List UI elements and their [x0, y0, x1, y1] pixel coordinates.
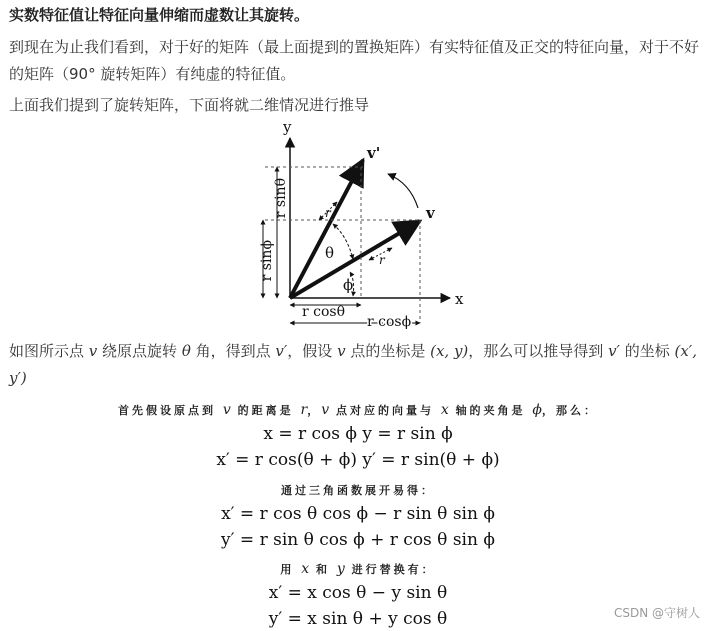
math-xy: (x, y) — [430, 342, 469, 360]
note-expansion: 通过三角函数展开易得： — [281, 484, 435, 497]
math-xy-prime: (x′, y′) — [9, 342, 697, 387]
math-v-prime: v′ — [275, 342, 288, 360]
equation-5: x′ = x cos θ − y sin θ — [268, 583, 448, 603]
r-sin-theta-label: r sinθ — [273, 178, 289, 219]
text-span: 绕原点旋转 — [97, 342, 182, 360]
vector-v-label: v — [426, 204, 435, 222]
equation-6: y′ = x sin θ + y cos θ — [268, 609, 448, 629]
equation-4: y′ = r sin θ cos ϕ + r cos θ sin ϕ — [221, 530, 495, 550]
note-assumption: 首先假设原点到 v 的距离是 r，v 点对应的向量与 x 轴的夹角是 ϕ，那么： — [118, 402, 598, 418]
y-axis-label: y — [283, 118, 292, 136]
note-substitution: 用 x 和 y 进行替换有： — [280, 561, 436, 577]
r-label-upper: r — [325, 206, 331, 220]
math-theta: θ — [181, 342, 191, 360]
math-v: v — [337, 342, 346, 360]
text-span: 如图所示点 — [9, 342, 89, 360]
phi-label: ϕ — [343, 276, 354, 294]
paragraph-intro: 到现在为止我们看到，对于好的矩阵（最上面提到的置换矩阵）有实特征值及正交的特征向量，对于不好的矩阵（90° 旋转矩阵）有纯虚的特征值。 — [9, 38, 700, 83]
text-span: ，假设 — [287, 342, 338, 360]
vector-v-prime-label: v' — [367, 144, 381, 162]
math-v-prime: v′ — [608, 342, 620, 360]
equation-3: x′ = r cos θ cos ϕ − r sin θ sin ϕ — [221, 504, 495, 524]
math-v: v — [88, 342, 98, 360]
equation-1: x = r cos ϕ y = r sin ϕ — [263, 424, 453, 444]
theta-label: θ — [325, 244, 335, 262]
rotation-figure — [255, 118, 470, 332]
theta-arc — [333, 224, 353, 259]
x-axis-label: x — [455, 290, 464, 308]
text-span: 角，得到点 — [190, 342, 276, 360]
watermark: CSDN @守树人 — [613, 606, 700, 620]
equation-2: x′ = r cos(θ + ϕ) y′ = r sin(θ + ϕ) — [216, 450, 500, 470]
paragraph-derivation-intro: 上面我们提到了旋转矩阵，下面将就二维情况进行推导 — [9, 96, 370, 114]
text-span: 的坐标 — [619, 342, 675, 360]
rotation-arrow — [388, 174, 418, 208]
r-label-lower: r — [379, 253, 385, 267]
r-cos-theta-label: r cosθ — [302, 304, 346, 320]
r-cos-phi-label: r cosϕ — [367, 314, 412, 330]
r-sin-phi-label: r sinϕ — [259, 240, 275, 282]
paragraph-rotation — [9, 338, 709, 392]
text-span: ，那么可以推导得到 — [468, 342, 609, 360]
text-span: 点的坐标是 — [345, 342, 431, 360]
heading: 实数特征值让特征向量伸缩而虚数让其旋转。 — [9, 6, 310, 24]
